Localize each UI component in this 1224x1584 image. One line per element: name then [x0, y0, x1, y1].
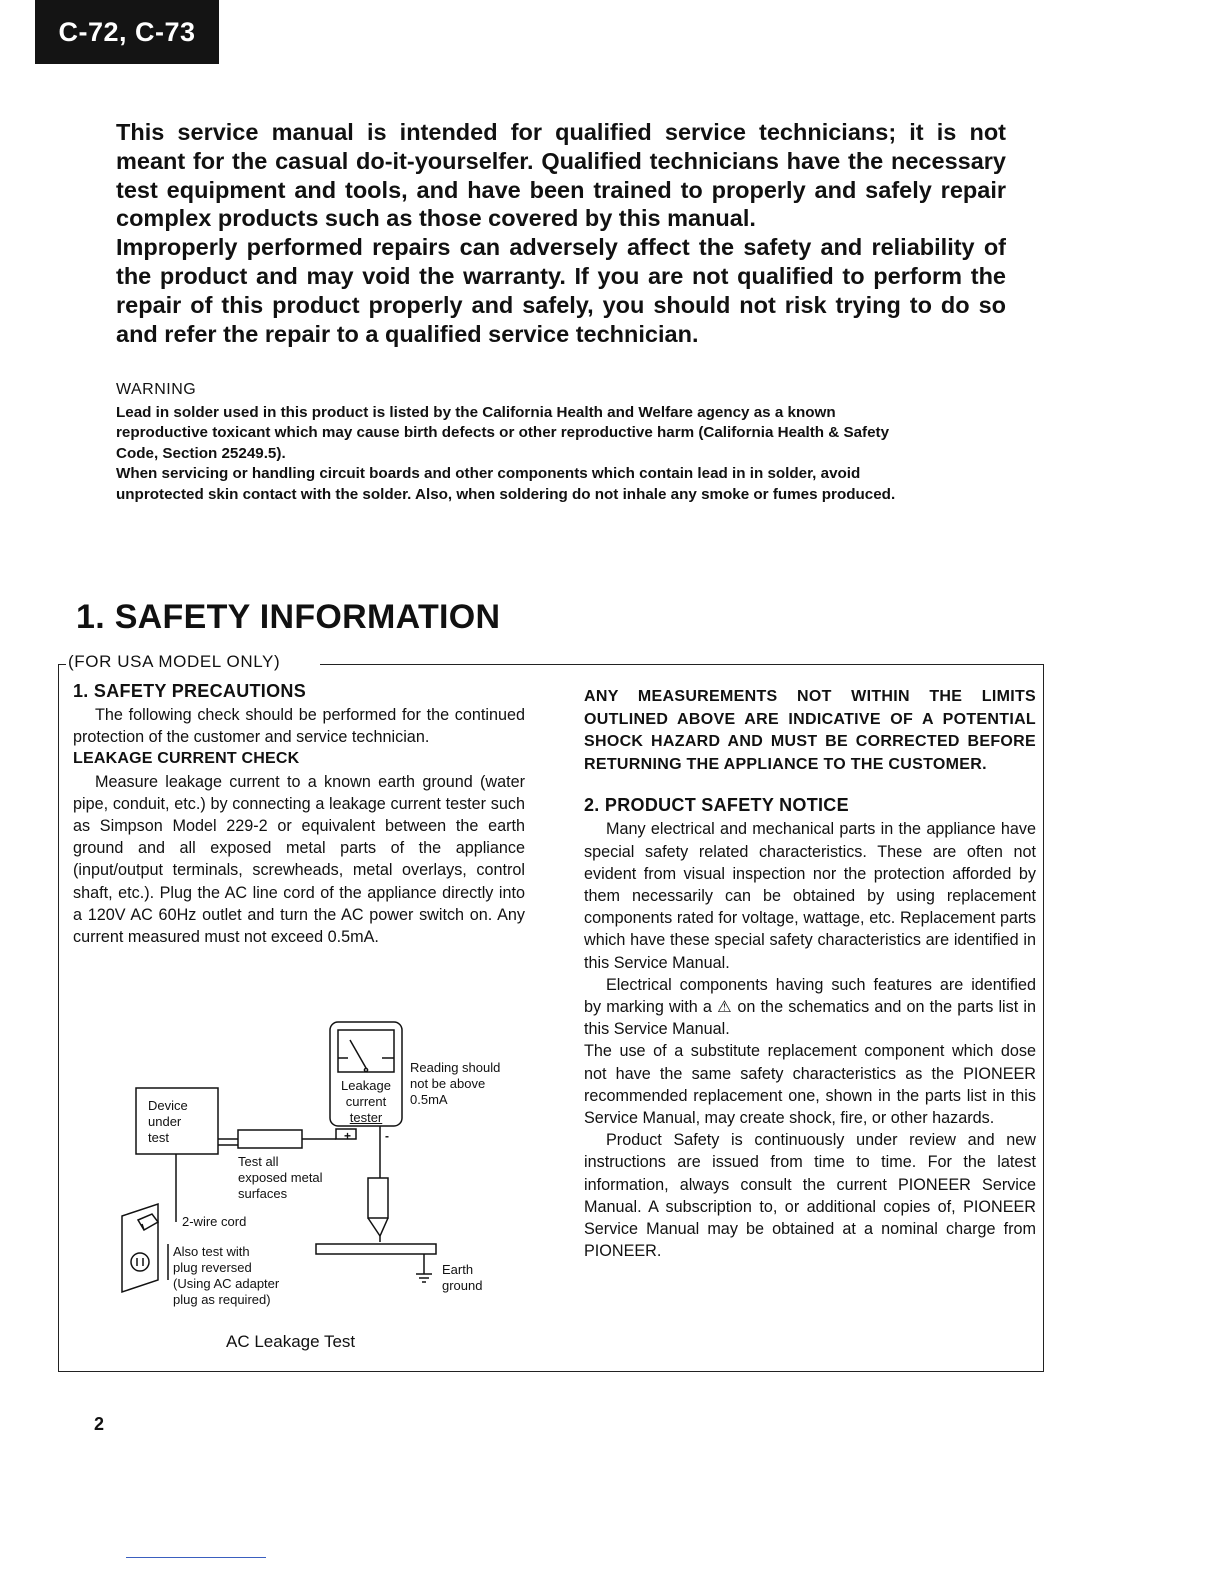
meter-needle — [350, 1040, 366, 1068]
warning-paragraph-1: Lead in solder used in this product is listed by the California Health and Welfare agency as a known reproductive toxicant which may cause birth defects or other reproductive harm (California Health & Safety Code, Section 25249.5). — [116, 403, 890, 462]
section-title: 1. SAFETY INFORMATION — [76, 598, 501, 636]
test-all-label: Test all exposed metal surfaces — [238, 1154, 323, 1201]
warning-paragraph-2: When servicing or handling circuit boards and other components which contain lead in in solder, avoid unprotected skin contact with the solder. Also, when soldering do not inhale any smoke or fumes produced. — [116, 465, 896, 503]
left-column — [73, 678, 525, 948]
model-tab: C-72, C-73 — [35, 0, 219, 64]
warning-triangle-icon: ⚠ — [717, 998, 733, 1016]
probe — [238, 1130, 302, 1148]
tester-label: Leakage current tester — [341, 1078, 391, 1125]
safety-precautions-heading: 1. SAFETY PRECAUTIONS — [73, 681, 307, 701]
diagram-caption: AC Leakage Test — [226, 1332, 356, 1351]
tester-plus-terminal: + — [344, 1129, 352, 1143]
safety-precautions-text: The following check should be performed for the continued protection of the customer and service technician. — [73, 706, 525, 747]
cord-label: 2-wire cord — [182, 1214, 247, 1229]
device-label: Device under test — [148, 1098, 188, 1145]
ac-leakage-test-diagram — [118, 1018, 538, 1358]
intro-notice — [116, 118, 1006, 348]
product-safety-paragraph-3: The use of a substitute replacement component which dose not have the same safety characteristics as the PIONEER recommended replacement one, shown in the parts list in this Service Manual, may create shock, fire, or other hazards. — [584, 1042, 1036, 1128]
product-safety-heading: 2. PRODUCT SAFETY NOTICE — [584, 795, 849, 816]
product-safety-paragraph-4: Product Safety is continuously under review and new instructions are issued from time to time. For the latest information, always consult the current PIONEER Service Manual. A subscription to, or additional copies of, PIONEER Service Manual may be obtained at a nominal charge from PIONEER. — [584, 1131, 1036, 1261]
bottom-rule — [126, 1557, 266, 1558]
meter-face — [338, 1030, 394, 1072]
page-number: 2 — [94, 1414, 105, 1434]
leakage-check-heading: LEAKAGE CURRENT CHECK — [73, 750, 300, 768]
box-top-rule-left — [58, 664, 66, 665]
warning-block — [116, 380, 916, 506]
usa-model-label: (FOR USA MODEL ONLY) — [68, 652, 281, 671]
earth-ground-label: Earth ground — [442, 1262, 483, 1293]
leakage-check-text: Measure leakage current to a known earth ground (water pipe, conduit, etc.) by connecting a leakage current tester such as Simpson Model 229-2 or equivalent between the earth ground and all exposed metal parts of the appliance (input/output terminals, screwheads, metal overlays, control shaft, etc.). Plug the AC line cord of the appliance directly into a 120V AC 60Hz outlet and turn the AC power switch on. Any current measured must not exceed 0.5mA. — [73, 772, 525, 947]
product-safety-paragraph-1: Many electrical and mechanical parts in the appliance have special safety related characteristics. These are often not evident from visual inspection nor the protection afforded by them necessarily can be obtained by using replacement components rated for voltage, wattage, etc. Replacement parts which have these special safety characteristics are identified in this Service Manual. — [584, 820, 1036, 972]
tester-minus-terminal: - — [385, 1129, 389, 1143]
also-test-label: Also test with plug reversed (Using AC adapter plug as required) — [173, 1244, 280, 1307]
measurement-limits-warning: ANY MEASUREMENTS NOT WITHIN THE LIMITS OUTLINED ABOVE ARE INDICATIVE OF A POTENTIAL SHOCK HAZARD AND MUST BE CORRECTED BEFORE RETURNING THE APPLIANCE TO THE CUSTOMER. — [584, 688, 1036, 773]
intro-paragraph-2: Improperly performed repairs can adversely affect the safety and reliability of the product and may void the warranty. If you are not qualified to perform the repair of this product properly and safely, you should not risk trying to do so and refer the repair to a qualified service technician. — [116, 234, 1006, 347]
outlet-plate — [122, 1204, 158, 1292]
product-safety-paragraph-2: Electrical components having such features are identified by marking with a ⚠ on the schematics and on the parts list in this Service Manual. — [584, 975, 1036, 1039]
box-top-rule-right — [320, 664, 1044, 665]
reading-label: Reading should not be above 0.5mA — [410, 1060, 501, 1107]
right-column — [584, 686, 1036, 1262]
intro-paragraph-1: This service manual is intended for qualified service technicians; it is not meant for the casual do-it-yourselfer. Qualified technicians have the necessary test equipment and tools, and have been trained to properly and safely repair complex products such as those covered by this manual. — [116, 119, 1006, 232]
warning-title: WARNING — [116, 381, 197, 398]
